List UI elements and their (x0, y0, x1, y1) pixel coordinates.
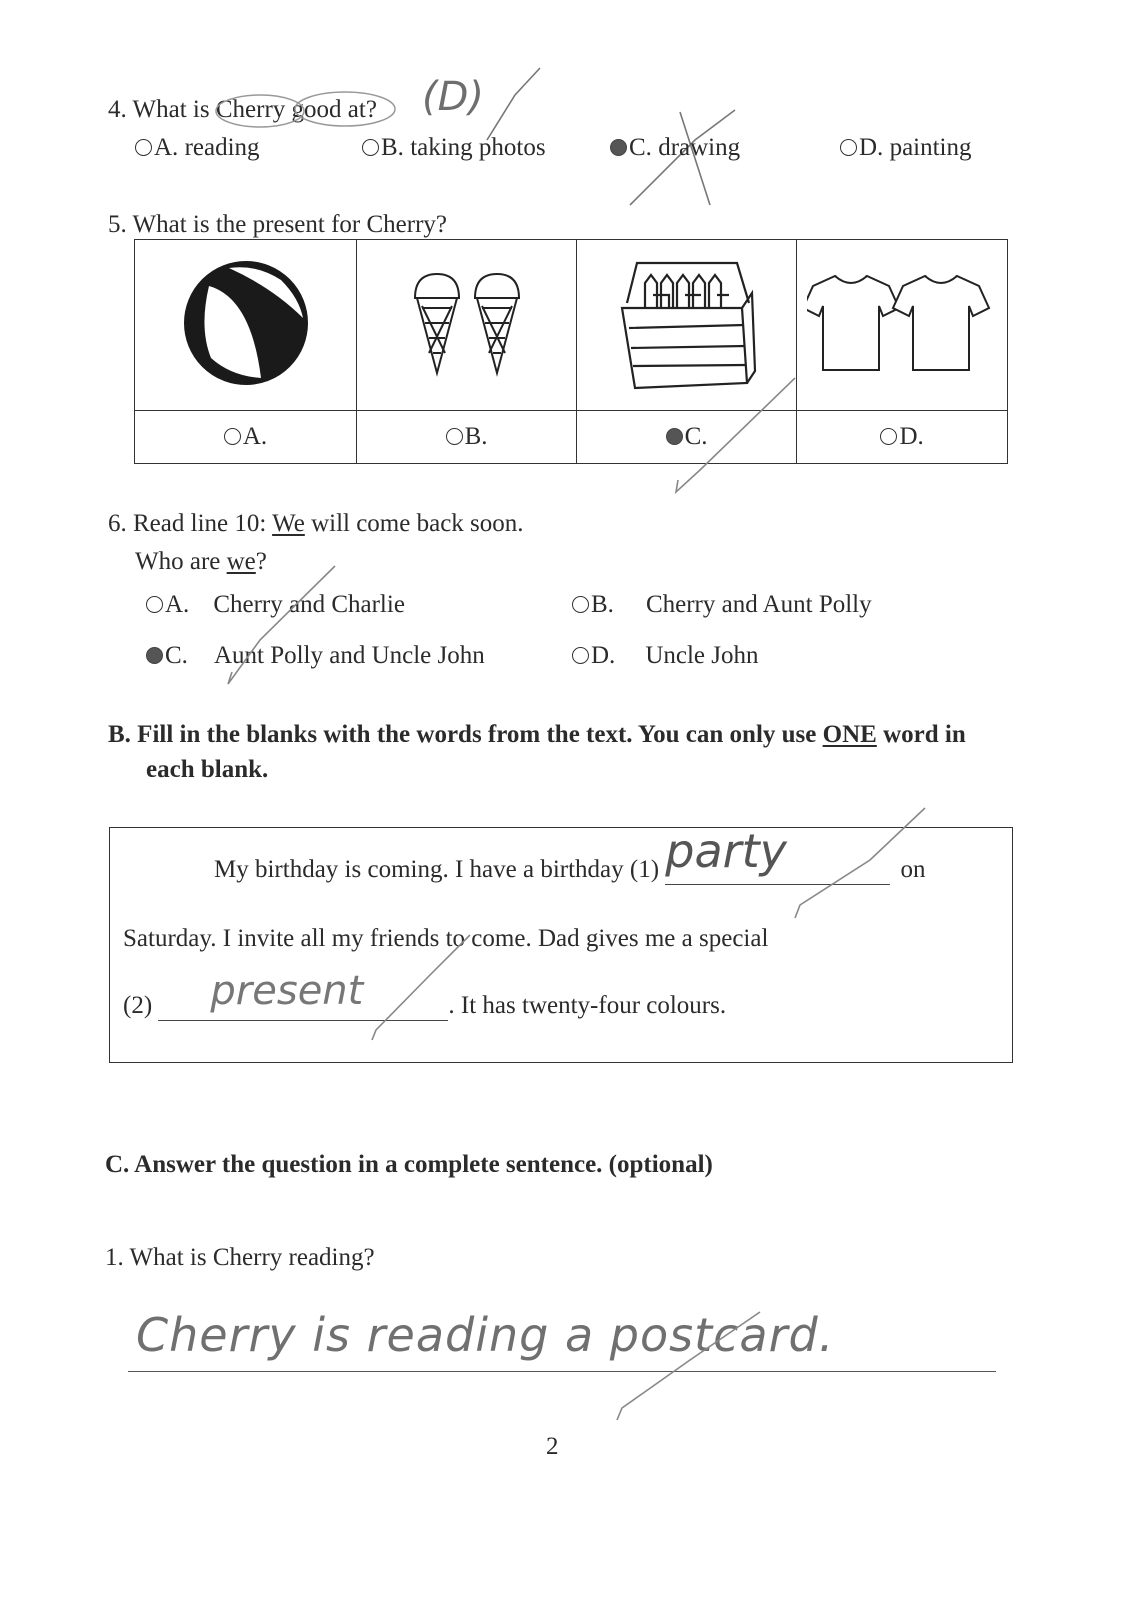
q5-option-d[interactable]: D. (797, 411, 1008, 464)
answer-2-handwriting: present (210, 968, 364, 1014)
blank-1[interactable] (665, 824, 890, 885)
section-b-instruction: B. Fill in the blanks with the words from the text. You can only use ONE word in (108, 721, 966, 748)
q5-option-b[interactable]: B. (357, 411, 577, 464)
q4-handwritten-note: (D) (422, 74, 485, 120)
page-number: 2 (546, 1433, 559, 1460)
q6-option-c-bubble-selected[interactable] (146, 647, 163, 664)
q5-option-c[interactable]: C. (577, 411, 797, 464)
q5-picture-table (134, 239, 1008, 464)
box-line-2: Saturday. I invite all my friends to come. Dad gives me a special (123, 925, 769, 952)
q4-option-d[interactable]: D. painting (840, 133, 972, 163)
q4-option-b-bubble[interactable] (362, 139, 379, 156)
q5-picture-d (797, 240, 1008, 411)
section-c-heading: C. Answer the question in a complete sentence. (optional) (105, 1151, 713, 1178)
q5-picture-a (135, 240, 357, 411)
q5-picture-b (357, 240, 577, 411)
q6-option-d-bubble[interactable] (572, 647, 589, 664)
q5-option-d-bubble[interactable] (880, 428, 897, 445)
q5-picture-c (577, 240, 797, 411)
section-c-question: 1. What is Cherry reading? (105, 1244, 375, 1271)
q6-option-c[interactable]: C. Aunt Polly and Uncle John (146, 641, 485, 671)
box-line-3: (2) present . It has twenty-four colours. (123, 968, 727, 1019)
q6-option-d[interactable]: D. Uncle John (572, 641, 758, 671)
ice-cream-cones-icon (407, 268, 527, 378)
q5-option-a-bubble[interactable] (224, 428, 241, 445)
q4-option-c-bubble-selected[interactable] (610, 139, 627, 156)
q5-question: 5. What is the present for Cherry? (108, 211, 448, 238)
answer-1-handwriting: party (665, 824, 787, 878)
q4-option-c[interactable]: C. drawing (610, 133, 740, 163)
q4-option-b[interactable]: B. taking photos (362, 133, 546, 163)
section-c-answer-handwriting: Cherry is reading a postcard. (136, 1308, 835, 1362)
answer-line[interactable] (128, 1371, 996, 1372)
q6-option-a-bubble[interactable] (146, 596, 163, 613)
q4-option-d-bubble[interactable] (840, 139, 857, 156)
q5-option-a[interactable]: A. (135, 411, 357, 464)
beach-ball-icon (181, 258, 311, 388)
q5-option-b-bubble[interactable] (446, 428, 463, 445)
q4-option-a[interactable]: A. reading (135, 133, 260, 163)
q6-option-b-bubble[interactable] (572, 596, 589, 613)
crayon-box-icon (617, 253, 757, 393)
q6-option-b[interactable]: B. Cherry and Aunt Polly (572, 590, 872, 620)
q6-subquestion: Who are we? (135, 548, 267, 575)
q6-question: 6. Read line 10: We will come back soon. (108, 510, 524, 537)
q4-question: 4. What is Cherry good at? (108, 96, 377, 123)
q4-option-a-bubble[interactable] (135, 139, 152, 156)
t-shirts-icon (807, 268, 997, 378)
blank-2[interactable] (158, 968, 448, 1021)
box-line-1: My birthday is coming. I have a birthday (1) party on (214, 824, 926, 883)
q5-option-c-bubble-selected[interactable] (666, 428, 683, 445)
section-b-instruction-line2: each blank. (146, 756, 269, 783)
q6-option-a[interactable]: A. Cherry and Charlie (146, 590, 405, 620)
